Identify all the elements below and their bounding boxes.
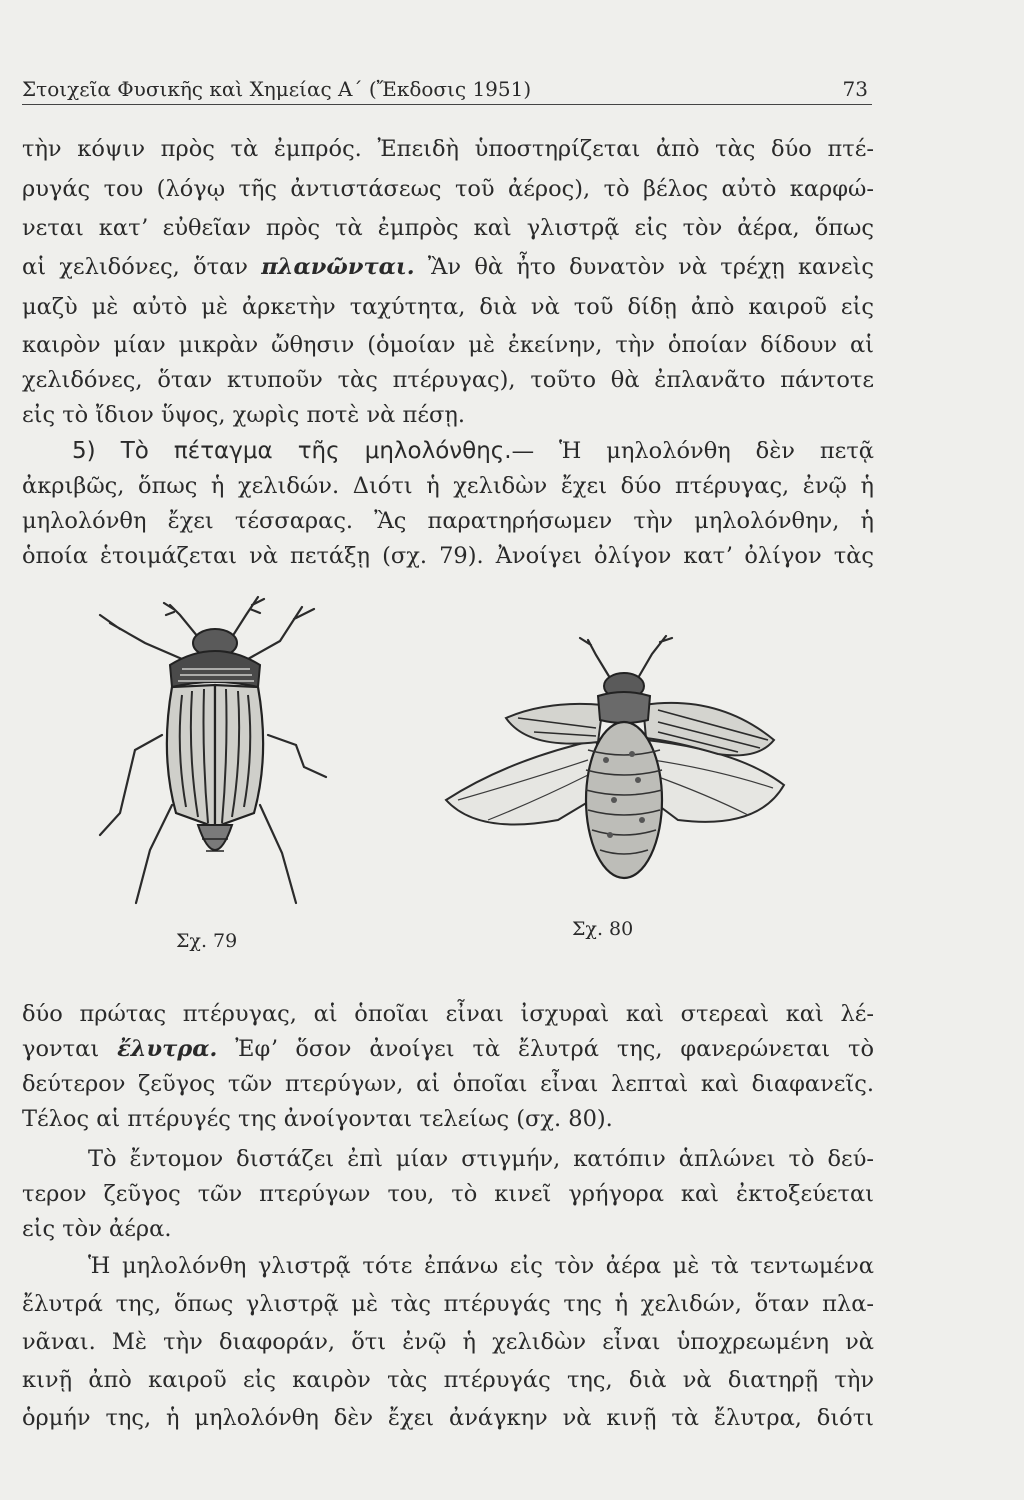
- text-line: τὴν κόψιν πρὸς τὰ ἐμπρός. Ἐπειδὴ ὑποστηρίζεται ἀπὸ τὰς δύο πτέ-: [22, 136, 874, 162]
- text-line: εἰς τὸν ἀέρα.: [22, 1216, 172, 1242]
- text-line: τερον ζεῦγος τῶν πτερύγων του, τὸ κινεῖ γρήγορα καὶ ἐκτοξεύεται: [22, 1181, 874, 1207]
- text-line: Ἡ μηλολόνθη γλιστρᾷ τότε ἐπάνω εἰς τὸν ἀέρα μὲ τὰ τεντωμένα: [88, 1253, 874, 1279]
- text-line: ἔλυτρά της, ὅπως γλιστρᾷ μὲ τὰς πτέρυγάς της ἡ χελιδών, ὅταν πλα-: [22, 1291, 874, 1317]
- emphasized-term: πλανῶνται.: [261, 254, 415, 280]
- text-line: ρυγάς του (λόγῳ τῆς ἀντιστάσεως τοῦ ἀέρος), τὸ βέλος αὐτὸ καρφώ-: [22, 176, 874, 202]
- text-line: δύο πρώτας πτέρυγας, αἱ ὁποῖαι εἶναι ἰσχυραὶ καὶ στερεαὶ καὶ λέ-: [22, 1001, 874, 1027]
- text-span: Ἐφʼ ὅσον ἀνοίγει τὰ ἔλυτρά της, φανερώνεται τὸ: [217, 1036, 874, 1062]
- text-line: ἀκριβῶς, ὅπως ἡ χελιδών. Διότι ἡ χελιδὼν ἔχει δύο πτέρυγας, ἐνῷ ἡ: [22, 473, 874, 499]
- text-span: — Ἡ μηλολόνθη δὲν πετᾷ: [511, 438, 874, 464]
- section-heading: 5) Τὸ πέταγμα τῆς μηλολόνθης.: [72, 438, 512, 464]
- text-line: ὁποία ἑτοιμάζεται νὰ πετάξῃ (σχ. 79). Ἀνοίγει ὀλίγον κατʼ ὀλίγον τὰς: [22, 543, 874, 569]
- text-line: εἰς τὸ ἴδιον ὕψος, χωρὶς ποτὲ νὰ πέσῃ.: [22, 402, 465, 428]
- section-heading-line: [72, 433, 874, 471]
- page-number: 73: [842, 77, 868, 101]
- text-line: δεύτερον ζεῦγος τῶν πτερύγων, αἱ ὁποῖαι εἶναι λεπταὶ καὶ διαφανεῖς.: [22, 1071, 874, 1097]
- text-line: μαζὺ μὲ αὐτὸ μὲ ἀρκετὴν ταχύτητα, διὰ νὰ τοῦ δίδῃ ἀπὸ καιροῦ εἰς: [22, 294, 874, 320]
- text-line: καιρὸν μίαν μικρὰν ὤθησιν (ὁμοίαν μὲ ἐκείνην, τὴν ὁποίαν δίδουν αἱ: [22, 332, 874, 358]
- text-line: [22, 249, 874, 287]
- running-header: [22, 74, 872, 105]
- figure-79-cockchafer-at-rest: [90, 585, 340, 910]
- text-span: αἱ χελιδόνες, ὅταν: [22, 254, 262, 280]
- text-span: γονται: [22, 1036, 118, 1062]
- figure-80-cockchafer-in-flight: [438, 630, 788, 900]
- text-line: χελιδόνες, ὅταν κτυποῦν τὰς πτέρυγας), τοῦτο θὰ ἐπλανᾶτο πάντοτε: [22, 367, 874, 393]
- text-span: Ἂν θὰ ἦτο δυνατὸν νὰ τρέχῃ κανεὶς: [414, 254, 874, 280]
- text-line: κινῇ ἀπὸ καιροῦ εἰς καιρὸν τὰς πτέρυγάς της, διὰ νὰ διατηρῇ τὴν: [22, 1367, 874, 1393]
- text-line: Τὸ ἔντομον διστάζει ἐπὶ μίαν στιγμήν, κατόπιν ἁπλώνει τὸ δεύ-: [88, 1146, 874, 1172]
- figure-80-caption: Σχ. 80: [572, 918, 634, 940]
- text-line: [22, 1031, 874, 1069]
- text-line: νᾶναι. Μὲ τὴν διαφοράν, ὅτι ἐνῷ ἡ χελιδὼν εἶναι ὑποχρεωμένη νὰ: [22, 1329, 874, 1355]
- text-line: Τέλος αἱ πτέρυγές της ἀνοίγονται τελείως (σχ. 80).: [22, 1106, 613, 1132]
- emphasized-term: ἔλυτρα.: [117, 1036, 218, 1062]
- text-line: μηλολόνθη ἔχει τέσσαρας. Ἂς παρατηρήσωμεν τὴν μηλολόνθην, ἡ: [22, 508, 874, 534]
- text-line: ὁρμήν της, ἡ μηλολόνθη δὲν ἔχει ἀνάγκην νὰ κινῇ τὰ ἔλυτρα, διότι: [22, 1405, 874, 1431]
- figure-79-caption: Σχ. 79: [176, 930, 238, 952]
- header-title: Στοιχεῖα Φυσικῆς καὶ Χημείας Α΄ (Ἔκδοσις 1951): [22, 77, 532, 101]
- text-line: νεται κατʼ εὐθεῖαν πρὸς τὰ ἐμπρὸς καὶ γλιστρᾷ εἰς τὸν ἀέρα, ὅπως: [22, 215, 874, 241]
